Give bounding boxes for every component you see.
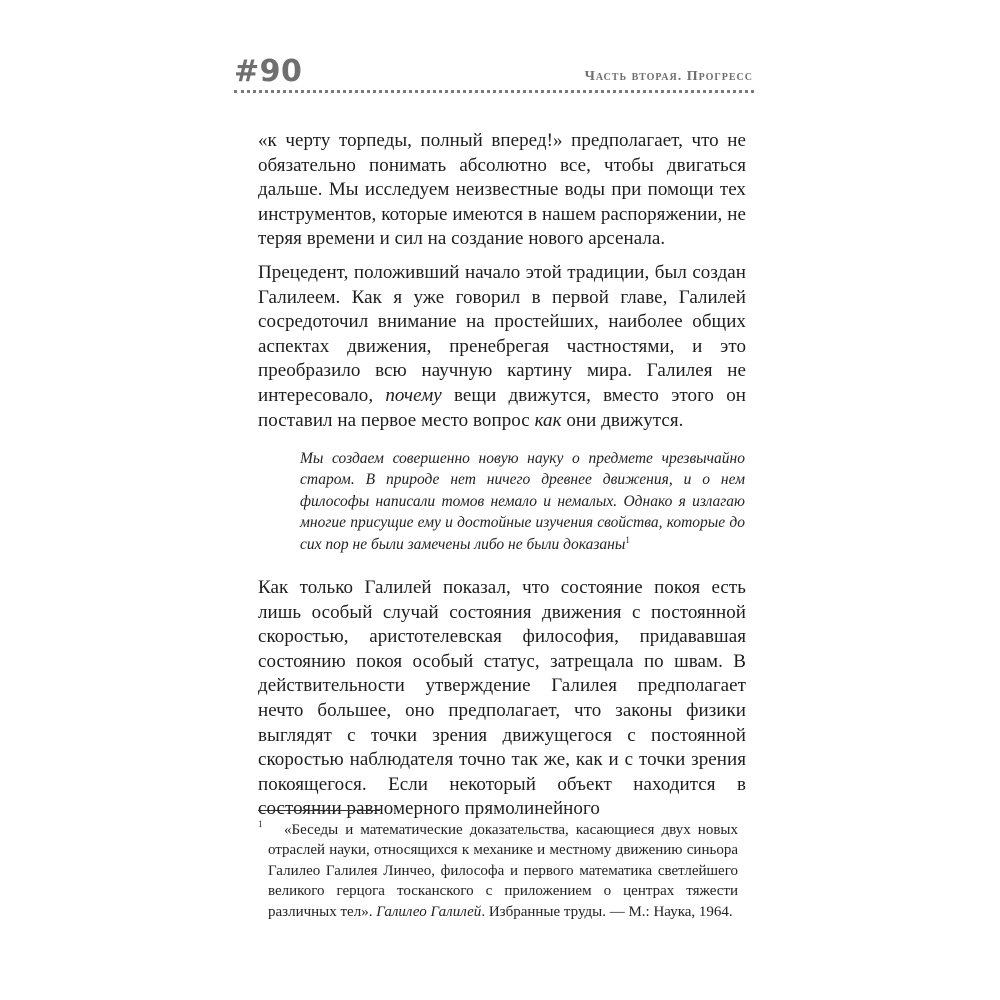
running-header: Часть вторая. Прогресс: [584, 69, 753, 84]
header-dotted-rule: [234, 90, 754, 93]
footnote-text-2: . Избранные труды. — М.: Наука, 1964.: [481, 903, 733, 920]
block-quote: [300, 448, 745, 555]
footnote-text-1: «Беседы и математические доказательства, касающиеся двух новых отраслей науки, относящихся к механике и местному движению синьора Галилео Галилея Линчео, философа и первого математика светлейшего великого герцога тосканского с приложением о центрах тяжести различных тел».: [268, 822, 738, 920]
footnote-separator: [258, 810, 380, 811]
paragraph-3: Как только Галилей показал, что состояние покоя есть лишь особый случай состояния движения с постоянной скоростью, аристотелевская философия, придававшая состоянию покоя особый статус, затрещала по швам. В действительности утверждение Галилея предполагает нечто большее, оно предполагает, что законы физики выглядят с точки зрения движущегося с постоянной скоростью наблюдателя точно так же, как и с точки зрения покоящегося. Если некоторый объект находится в состоянии равномерного прямолинейного: [258, 577, 746, 820]
paragraph-2-text-1: Прецедент, положивший начало этой традиции, был создан Галилеем. Как я уже говорил в первой главе, Галилей сосредоточил внимание на простейших, наиболее общих аспектах движения, пренебрегая частностями, и это преобразило всю научную картину мира. Галилея не интересовало,: [258, 262, 746, 406]
page-number: #90: [234, 54, 303, 89]
paragraph-1: «к черту торпеды, полный вперед!» предполагает, что не обязательно понимать абсолютно все, чтобы двигаться дальше. Мы исследуем неизвестные воды при помощи тех инструментов, которые имеются в нашем распоряжении, не теряя времени и сил на создание нового арсенала.: [258, 130, 746, 250]
block-quote-text: Мы создаем совершенно новую науку о предмете чрезвычайно старом. В природе нет ничего древнее движения, и о нем философы написали томов немало и немалых. Однако я излагаю многие присущие ему и достойные изучения свойства, которые до сих пор не были замечены либо не были доказаны: [300, 450, 745, 553]
paragraph-2-emphasis-how: как: [534, 409, 562, 431]
paragraph-2-text-2: вещи движутся, вместо этого он поставил на первое место вопрос: [258, 384, 746, 431]
footnote-author: Галилео Галилей: [376, 903, 482, 920]
footnote-reference[interactable]: 1: [625, 534, 630, 545]
footnote-number: 1: [258, 819, 263, 829]
paragraph-2-text-3: они движутся.: [561, 409, 684, 431]
paragraph-2-emphasis-why: почему: [385, 384, 442, 406]
paragraph-2: [258, 261, 746, 433]
footnote-text: [268, 820, 738, 922]
